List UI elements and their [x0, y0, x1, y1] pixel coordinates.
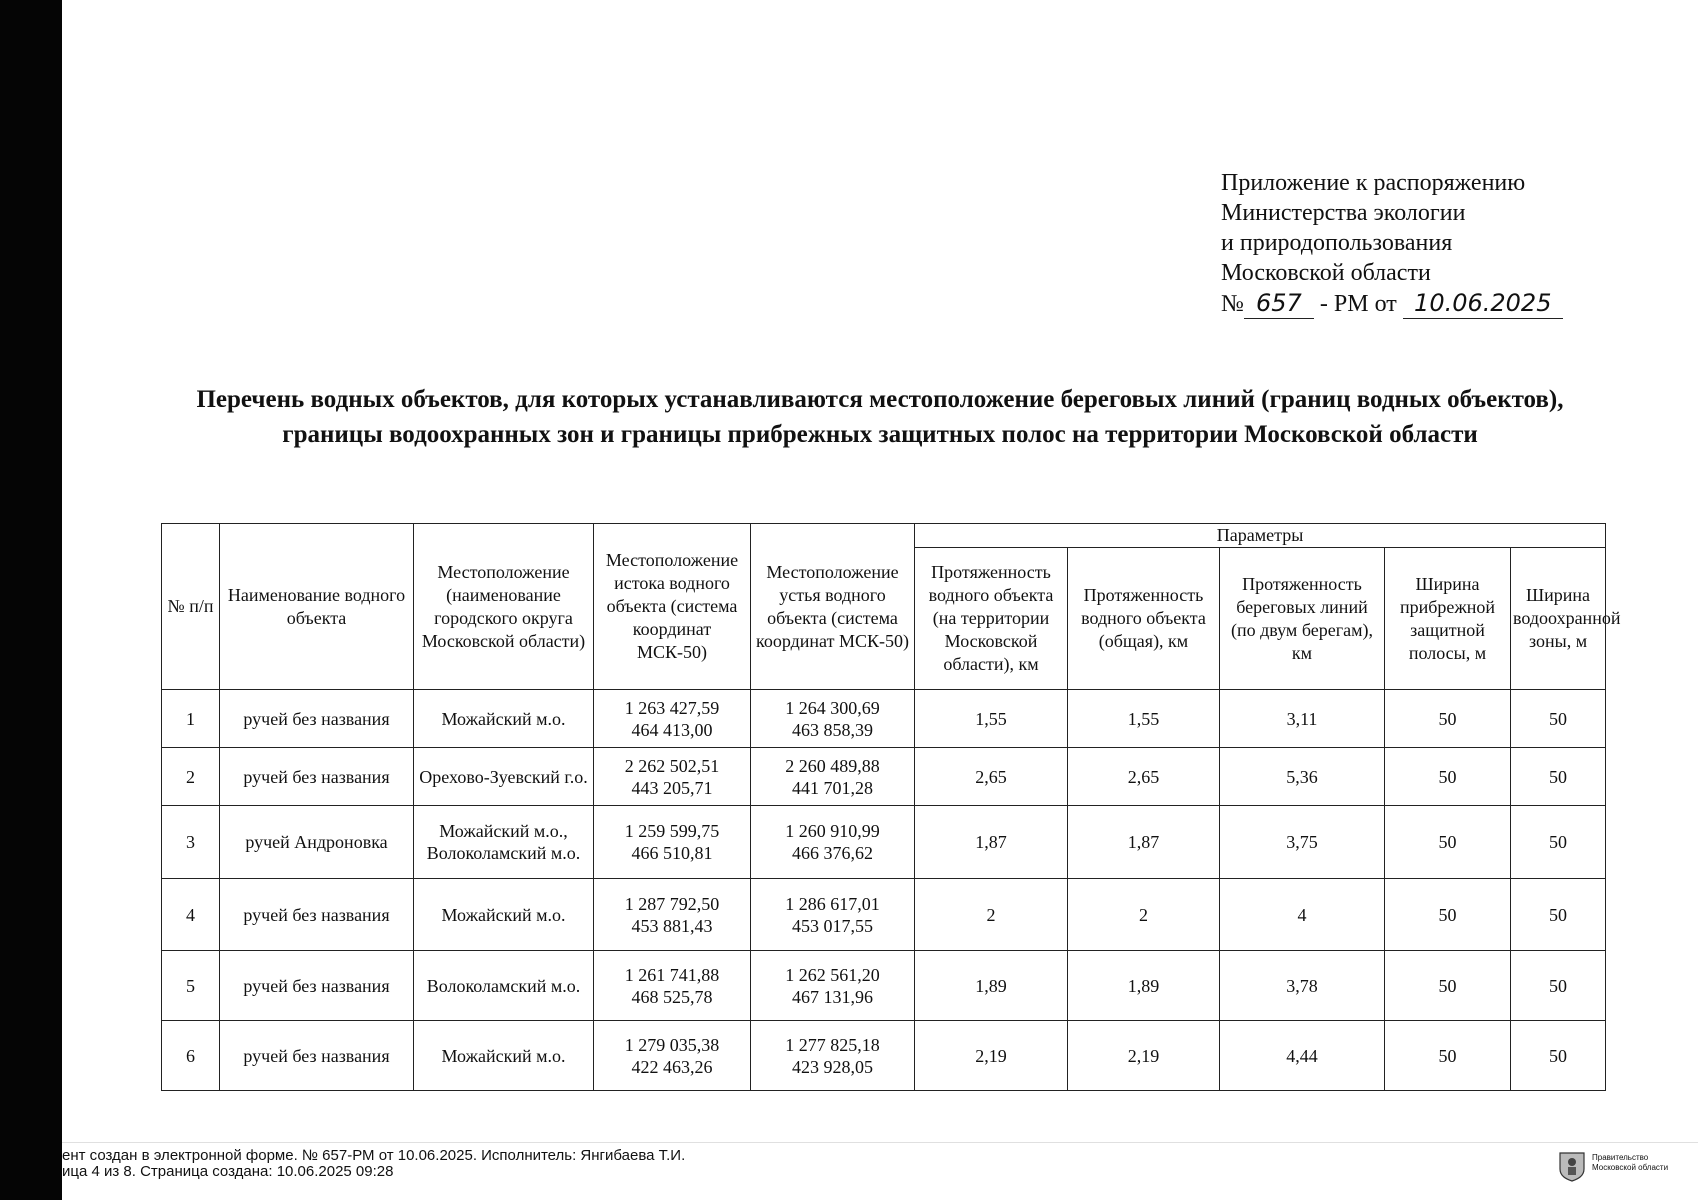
mouth-y: 466 376,62: [792, 843, 873, 863]
cell-coastal-width: 50: [1385, 806, 1511, 879]
cell-shore-length: 3,11: [1220, 690, 1385, 748]
cell-num: 5: [162, 951, 220, 1021]
approval-number-line: [1221, 288, 1563, 319]
header-location: Местоположение (наименование городского округа Московской области): [414, 524, 594, 690]
mouth-y: 463 858,39: [792, 719, 873, 740]
cell-num: 1: [162, 690, 220, 748]
cell-location: Можайский м.о.: [414, 690, 594, 748]
cell-length-region: 1,55: [915, 690, 1068, 748]
cell-length-region: 2,65: [915, 748, 1068, 806]
mouth-x: 2 260 489,88: [785, 755, 880, 776]
order-date: 10.06.2025: [1403, 288, 1563, 319]
cell-coastal-width: 50: [1385, 690, 1511, 748]
cell-length-region: 1,87: [915, 806, 1068, 879]
cell-name: ручей без названия: [220, 1021, 414, 1091]
cell-num: 3: [162, 806, 220, 879]
cell-length-total: 2,65: [1068, 748, 1220, 806]
footer-divider: [62, 1142, 1698, 1143]
cell-source: [594, 951, 751, 1021]
header-source: Местоположение истока водного объекта (система координат МСК-50): [594, 524, 751, 690]
cell-water-zone-width: 50: [1511, 806, 1606, 879]
cell-mouth: [751, 690, 915, 748]
approval-line-1: Приложение к распоряжению: [1221, 170, 1526, 196]
table-row: [162, 1021, 1606, 1091]
mouth-y: 453 017,55: [792, 915, 873, 936]
approval-line-4: Московской области: [1221, 260, 1431, 286]
cell-name: ручей без названия: [220, 748, 414, 806]
cell-water-zone-width: 50: [1511, 748, 1606, 806]
mouth-x: 1 264 300,69: [785, 697, 880, 718]
header-length-region: Протяженность водного объекта (на территории Московской области), км: [915, 548, 1068, 690]
cell-shore-length: 3,78: [1220, 951, 1385, 1021]
source-x: 1 259 599,75: [624, 821, 720, 841]
cell-shore-length: 3,75: [1220, 806, 1385, 879]
cell-name: ручей Андроновка: [220, 806, 414, 879]
table-row: [162, 879, 1606, 951]
approval-line-2: Министерства экологии: [1221, 200, 1466, 226]
cell-location: Можайский м.о.: [414, 1021, 594, 1091]
source-y: 443 205,71: [631, 777, 713, 798]
header-mouth: Местоположение устья водного объекта (система координат МСК-50): [751, 524, 915, 690]
approval-block: [1221, 168, 1563, 319]
cell-num: 6: [162, 1021, 220, 1091]
government-label-line-2: Московской области: [1592, 1163, 1669, 1172]
cell-name: ручей без названия: [220, 690, 414, 748]
cell-mouth: [751, 1021, 915, 1091]
cell-source: [594, 879, 751, 951]
cell-shore-length: 4: [1220, 879, 1385, 951]
government-emblem-icon: [1557, 1150, 1587, 1182]
header-coastal-width: Ширина прибрежной защитной полосы, м: [1385, 548, 1511, 690]
number-prefix: №: [1221, 291, 1244, 317]
header-num: № п/п: [162, 524, 220, 690]
cell-mouth: [751, 879, 915, 951]
cell-num: 2: [162, 748, 220, 806]
source-x: 2 262 502,51: [624, 755, 720, 776]
cell-source: [594, 806, 751, 879]
cell-water-zone-width: 50: [1511, 1021, 1606, 1091]
source-y: 453 881,43: [631, 915, 713, 936]
cell-water-zone-width: 50: [1511, 879, 1606, 951]
mouth-x: 1 260 910,99: [785, 821, 880, 841]
cell-coastal-width: 50: [1385, 879, 1511, 951]
cell-length-region: 2: [915, 879, 1068, 951]
header-name: Наименование водного объекта: [220, 524, 414, 690]
cell-length-total: 1,55: [1068, 690, 1220, 748]
source-x: 1 263 427,59: [624, 697, 720, 718]
cell-length-total: 2: [1068, 879, 1220, 951]
source-x: 1 279 035,38: [624, 1034, 720, 1055]
header-shore-length: Протяженность береговых линий (по двум берегам), км: [1220, 548, 1385, 690]
table-row: [162, 951, 1606, 1021]
water-objects-table: [161, 523, 1621, 1091]
document-title: Перечень водных объектов, для которых устанавливаются местоположение береговых линий (границ водных объектов), границы водоохранных зон и границы прибрежных защитных полос на территории Московской области: [196, 386, 1564, 448]
cell-shore-length: 5,36: [1220, 748, 1385, 806]
mouth-y: 441 701,28: [792, 777, 873, 798]
order-number: 657: [1244, 288, 1314, 319]
footer-line-1: ент создан в электронной форме. № 657-РМ от 10.06.2025. Исполнитель: Янгибаева Т.И.: [62, 1147, 686, 1164]
mouth-x: 1 286 617,01: [785, 893, 880, 914]
cell-location: Можайский м.о., Волоколамский м.о.: [414, 806, 594, 879]
table-row: [162, 690, 1606, 748]
cell-coastal-width: 50: [1385, 748, 1511, 806]
cell-mouth: [751, 748, 915, 806]
cell-mouth: [751, 951, 915, 1021]
approval-line-3: и природопользования: [1221, 230, 1453, 256]
cell-mouth: [751, 806, 915, 879]
mouth-x: 1 262 561,20: [785, 964, 880, 985]
cell-source: [594, 690, 751, 748]
cell-water-zone-width: 50: [1511, 690, 1606, 748]
cell-location: Можайский м.о.: [414, 879, 594, 951]
table-row: [162, 748, 1606, 806]
number-middle: - РМ от: [1319, 291, 1397, 317]
cell-shore-length: 4,44: [1220, 1021, 1385, 1091]
table-row: [162, 806, 1606, 879]
cell-name: ручей без названия: [220, 951, 414, 1021]
cell-location: Волоколамский м.о.: [414, 951, 594, 1021]
cell-name: ручей без названия: [220, 879, 414, 951]
government-label-line-1: Правительство: [1592, 1153, 1649, 1162]
footer-line-2: ица 4 из 8. Страница создана: 10.06.2025 09:28: [62, 1163, 394, 1180]
cell-coastal-width: 50: [1385, 951, 1511, 1021]
source-y: 466 510,81: [631, 843, 713, 863]
header-water-zone-width: Ширина водоохранной зоны, м: [1511, 548, 1606, 690]
header-length-total: Протяженность водного объекта (общая), км: [1068, 548, 1220, 690]
government-label: [1592, 1153, 1692, 1173]
mouth-y: 467 131,96: [792, 986, 873, 1007]
cell-water-zone-width: 50: [1511, 951, 1606, 1021]
cell-length-total: 1,89: [1068, 951, 1220, 1021]
cell-length-region: 2,19: [915, 1021, 1068, 1091]
cell-length-total: 1,87: [1068, 806, 1220, 879]
cell-length-total: 2,19: [1068, 1021, 1220, 1091]
source-x: 1 287 792,50: [624, 893, 720, 914]
mouth-y: 423 928,05: [792, 1056, 873, 1077]
cell-num: 4: [162, 879, 220, 951]
cell-length-region: 1,89: [915, 951, 1068, 1021]
cell-coastal-width: 50: [1385, 1021, 1511, 1091]
cell-location: Орехово-Зуевский г.о.: [414, 748, 594, 806]
cell-source: [594, 1021, 751, 1091]
scan-edge: [0, 0, 62, 1200]
footer-metadata: [62, 1148, 685, 1180]
header-parameters: Параметры: [915, 524, 1606, 548]
cell-source: [594, 748, 751, 806]
source-y: 468 525,78: [631, 986, 713, 1007]
mouth-x: 1 277 825,18: [785, 1034, 880, 1055]
source-y: 464 413,00: [631, 719, 713, 740]
source-y: 422 463,26: [631, 1056, 713, 1077]
source-x: 1 261 741,88: [624, 964, 720, 985]
